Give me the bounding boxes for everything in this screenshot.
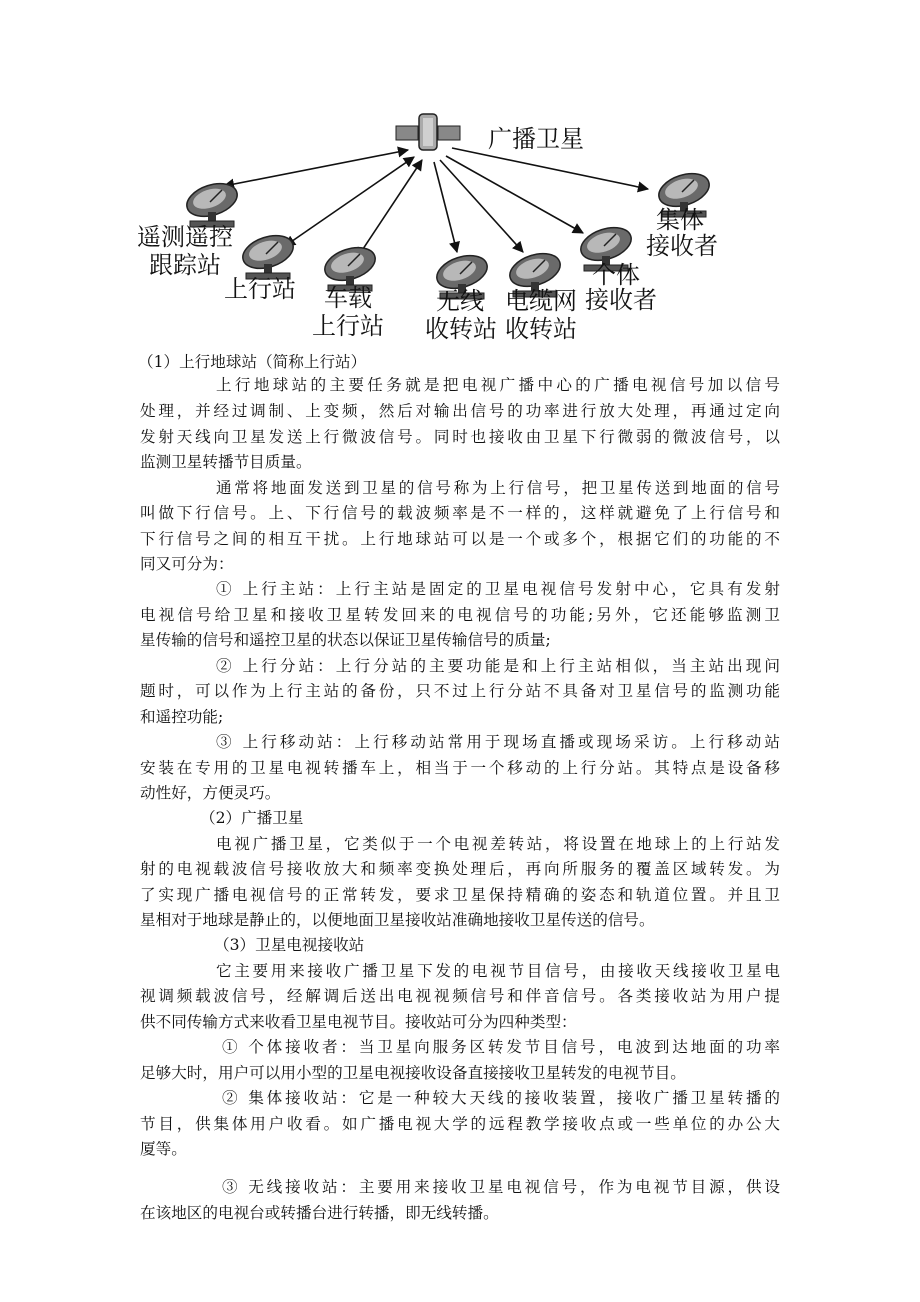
list-item-line: 和遥控功能;	[140, 708, 224, 726]
para-line: 处理，并经过调制、上变频，然后对输出信号的功率进行放大处理，再通过定向	[140, 402, 783, 420]
para-line: 了实现广播电视信号的正常转发，要求卫星保持精确的姿态和轨道位置。并且卫	[140, 886, 783, 904]
cable-label-1: 电缆网	[505, 287, 577, 315]
para-line: 下行信号之间的相互干扰。上行地球站可以是一个或多个，根据它们的功能的不	[140, 530, 783, 548]
list-item-line: 节目，供集体用户收看。如广播电视大学的远程教学接收点或一些单位的办公大	[140, 1115, 783, 1133]
wireless-label-2: 收转站	[425, 315, 497, 343]
vehicle-label-2: 上行站	[312, 312, 384, 340]
list-item-line: 电视信号给卫星和接收卫星转发回来的电视信号的功能;另外，它还能够监测卫	[140, 606, 784, 624]
list-item-line: ① 上行主站：上行主站是固定的卫星电视信号发射中心，它具有发射	[216, 580, 784, 598]
list-item-line: 在该地区的电视台或转播台进行转播，即无线转播。	[140, 1204, 499, 1222]
satellite-label: 广播卫星	[488, 125, 584, 153]
para-line: 叫做下行信号。上、下行信号的载波频率是不一样的，这样就避免了上行信号和	[140, 504, 783, 522]
para-line: 通常将地面发送到卫星的信号称为上行信号，把卫星传送到地面的信号	[216, 479, 783, 497]
collective-label-1: 集体	[656, 206, 704, 234]
list-item-line: 星传输的信号和遥控卫星的状态以保证卫星传输信号的质量;	[140, 631, 551, 649]
list-item-line: ③ 上行移动站：上行移动站常用于现场直播或现场采访。上行移动站	[216, 733, 784, 751]
list-item-line: ② 集体接收站：它是一种较大天线的接收装置，接收广播卫星转播的	[222, 1089, 783, 1107]
list-item-line: ② 上行分站：上行分站的主要功能是和上行主站相似，当主站出现问	[216, 657, 784, 675]
para-line: 供不同传输方式来收看卫星电视节目。接收站可分为四种类型：	[140, 1013, 577, 1031]
para-line: 监测卫星转播节目质量。	[140, 453, 312, 471]
cable-label-2: 收转站	[505, 315, 577, 343]
list-item-line: 动性好，方便灵巧。	[140, 784, 281, 802]
para-line: 视调频载波信号，经解调后送出电视视频信号和伴音信号。各类接收站为用户提	[140, 987, 783, 1005]
para-line: 同又可分为：	[140, 555, 234, 573]
heading-broadcast-satellite: （2）广播卫星	[200, 809, 304, 827]
para-line: 射的电视载波信号接收放大和频率变换处理后，再向所服务的覆盖区域转发。为	[140, 860, 783, 878]
para-line: 上行地球站的主要任务就是把电视广播中心的广播电视信号加以信号	[216, 376, 784, 394]
individual-label-2: 接收者	[585, 286, 657, 314]
heading-uplink-station: （1）上行地球站（简称上行站）	[138, 353, 367, 371]
satellite-broadcast-diagram	[0, 0, 920, 350]
list-item-line: 安装在专用的卫星电视转播车上，相当于一个移动的上行分站。其特点是设备移	[140, 759, 783, 777]
vehicle-label-1: 车载	[324, 284, 372, 312]
list-item-line: 厦等。	[140, 1140, 187, 1158]
uplink-dish-icon	[239, 230, 298, 279]
individual-label-1: 个体	[592, 261, 640, 289]
satellite-icon	[396, 114, 460, 150]
wireless-label-1: 无线	[436, 287, 484, 315]
ttc-label-2: 跟踪站	[149, 251, 221, 279]
para-line: 发射天线向卫星发送上行微波信号。同时也接收由卫星下行微弱的微波信号，以	[140, 428, 783, 446]
collective-label-2: 接收者	[646, 232, 718, 260]
para-line: 电视广播卫星，它类似于一个电视差转站，将设置在地球上的上行站发	[216, 835, 783, 853]
list-item-line: ① 个体接收者：当卫星向服务区转发节目信号，电波到达地面的功率	[222, 1038, 783, 1056]
heading-receiving-station: （3）卫星电视接收站	[214, 936, 365, 954]
ttc-label-1: 遥测遥控	[137, 223, 233, 251]
uplink-label: 上行站	[224, 275, 296, 303]
list-item-line: ③ 无线接收站：主要用来接收卫星电视信号，作为电视节目源，供设	[222, 1178, 783, 1196]
para-line: 它主要用来接收广播卫星下发的电视节目信号，由接收天线接收卫星电	[216, 962, 783, 980]
para-line: 星相对于地球是静止的，以便地面卫星接收站准确地接收卫星传送的信号。	[140, 911, 655, 929]
list-item-line: 题时，可以作为上行主站的备份，只不过上行分站不具备对卫星信号的监测功能	[140, 682, 783, 700]
list-item-line: 足够大时，用户可以用小型的卫星电视接收设备直接接收卫星转发的电视节目。	[140, 1064, 686, 1082]
